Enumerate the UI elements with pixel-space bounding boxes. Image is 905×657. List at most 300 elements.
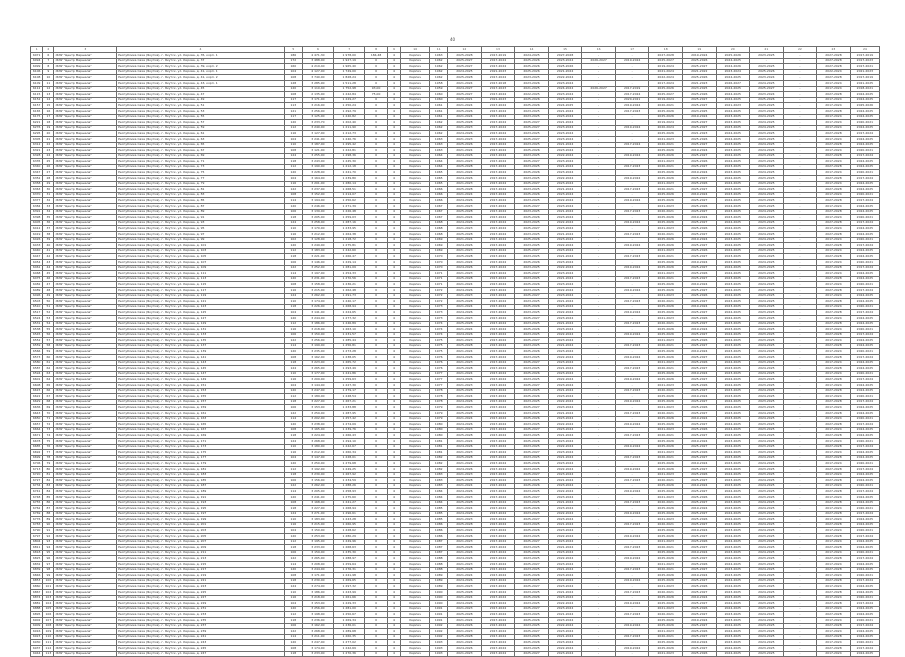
table-cell: 2025-2026 (682, 651, 716, 657)
table-cell: 92 (43, 534, 54, 540)
table-cell: - (582, 97, 616, 103)
table-cell: - (783, 176, 817, 182)
table-cell: 2021-2023 (649, 383, 683, 389)
table-cell: Республика Саха (Якутия), г. Якутск, ул. Кирова, д. 101 (117, 243, 285, 249)
table-cell: 118 (284, 472, 302, 478)
table-cell: 3 197,00 (302, 271, 333, 277)
table-cell: 4 (387, 612, 400, 618)
table-cell: 2025-2027 (515, 562, 549, 568)
table-cell: 2017-2024 (817, 461, 851, 467)
table-cell: 42 (43, 254, 54, 260)
table-cell: 3 168,00 (302, 500, 333, 506)
table-cell: 2023-2025 (750, 556, 784, 562)
table-cell: 2023-2025 (716, 125, 750, 131)
table-cell: 2017-2024 (481, 108, 515, 114)
table-cell: 15 (43, 103, 54, 109)
table-cell: 4 (387, 506, 400, 512)
table-cell: 117 (284, 114, 302, 120)
table-cell: 2019-2024 (649, 64, 683, 70)
table-cell: 4 (387, 601, 400, 607)
table-cell: - (615, 204, 649, 210)
table-cell: 186 (284, 53, 302, 59)
table-cell: 2023-2025 (750, 651, 784, 657)
table-cell: 2023-2025 (750, 489, 784, 495)
table-cell: Кирпич (401, 153, 430, 159)
table-cell: Кирпич (401, 623, 430, 629)
table-cell: 4 (387, 511, 400, 517)
table-cell: 2024-2025 (750, 550, 784, 556)
table-cell: 4 (387, 310, 400, 316)
table-cell: ЖЭУ "Центр Маршала" (54, 58, 117, 64)
table-cell: 2025-2028 (448, 567, 482, 573)
table-cell: 2022-2024 (548, 355, 582, 361)
table-cell: 2027-2028 (817, 411, 851, 417)
table-cell: 2021-2024 (448, 506, 482, 512)
table-cell: 6944 (31, 651, 43, 657)
table-cell: 2027-2028 (817, 164, 851, 170)
column-number: 23 (817, 47, 851, 53)
table-cell: 2017-2024 (481, 170, 515, 176)
table-cell: Кирпич (401, 562, 430, 568)
table-cell: 6713 (31, 466, 43, 472)
table-cell: 3 233,70 (302, 120, 333, 126)
table-cell: 36 (43, 220, 54, 226)
table-cell: - (582, 282, 616, 288)
table-cell: 53 (43, 315, 54, 321)
table-cell: 99 (43, 573, 54, 579)
table-cell: ЖЭУ "Центр Маршала" (54, 522, 117, 528)
table-cell: ЖЭУ "Центр Маршала" (54, 455, 117, 461)
table-cell: 2025-2026 (649, 86, 683, 92)
table-cell: 2017-2024 (481, 226, 515, 232)
table-cell: 2017-2024 (817, 159, 851, 165)
table-cell: 6071 (31, 53, 43, 59)
table-cell: 2020-2021 (850, 528, 879, 534)
table-cell: - (783, 623, 817, 629)
table-cell: 0 (365, 422, 387, 428)
table-cell: 0 (365, 304, 387, 310)
table-cell: Республика Саха (Якутия), г. Якутск, ул. Кирова, д. 137 (117, 343, 285, 349)
table-cell: - (750, 58, 784, 64)
table-cell: 2023-2025 (750, 383, 784, 389)
table-cell: 2023-2025 (716, 114, 750, 120)
table-cell: 1 242,67 (334, 444, 365, 450)
table-cell: 2025-2026 (649, 237, 683, 243)
table-cell: ЖЭУ "Центр Маршала" (54, 349, 117, 355)
table-cell: 2017-2023 (615, 343, 649, 349)
table-cell: - (615, 80, 649, 86)
table-cell: 2023-2025 (515, 489, 549, 495)
table-cell: Республика Саха (Якутия), г. Якутск, ул. Кирова, д. 57 (117, 120, 285, 126)
table-cell: 2017-2019 (850, 75, 879, 81)
table-cell: 118 (284, 506, 302, 512)
table-cell: 2025-2026 (682, 75, 716, 81)
table-cell: 2024-2025 (850, 494, 879, 500)
table-cell: 2025-2027 (682, 153, 716, 159)
table-cell: 1963 (430, 148, 448, 154)
table-cell: 2017-2024 (817, 506, 851, 512)
table-cell: 2023-2025 (515, 545, 549, 551)
table-cell: 1 280,14 (334, 181, 365, 187)
table-cell: 4 (387, 522, 400, 528)
column-number: 8 (365, 47, 387, 53)
table-cell: 2023-2025 (750, 153, 784, 159)
table-cell: ЖЭУ "Центр Маршала" (54, 595, 117, 601)
table-cell: 0 (365, 338, 387, 344)
table-cell: - (615, 215, 649, 221)
table-cell: 1959 (430, 86, 448, 92)
table-cell: 0 (365, 170, 387, 176)
table-cell: 6510 (31, 304, 43, 310)
table-cell: 2023-2025 (716, 170, 750, 176)
table-cell: 2025-2027 (682, 601, 716, 607)
table-cell: - (783, 125, 817, 131)
table-cell: 2025-2026 (515, 103, 549, 109)
table-cell: 112 (284, 321, 302, 327)
table-cell: ЖЭУ "Центр Маршала" (54, 176, 117, 182)
table-cell: 4 (387, 562, 400, 568)
table-cell: Кирпич (401, 506, 430, 512)
table-cell: 3 205,00 (302, 489, 333, 495)
table-cell: 0 (365, 517, 387, 523)
table-cell: Республика Саха (Якутия), г. Якутск, ул. Кирова, д. 183 (117, 472, 285, 478)
table-cell: 28 (43, 176, 54, 182)
table-cell: 110 (284, 590, 302, 596)
table-cell: 2024-2025 (716, 405, 750, 411)
table-cell: 2017-2024 (817, 595, 851, 601)
table-cell: 62 (43, 366, 54, 372)
table-cell: 3 246,00 (302, 204, 333, 210)
table-cell: 2022-2024 (548, 377, 582, 383)
table-cell: 1 281,00 (334, 606, 365, 612)
table-cell: 2023-2024 (548, 606, 582, 612)
table-cell: 2019-2024 (615, 534, 649, 540)
table-cell: 50 (43, 299, 54, 305)
table-cell: 2024-2026 (716, 64, 750, 70)
table-cell: 2027-2028 (817, 232, 851, 238)
table-cell: 0 (365, 153, 387, 159)
table-cell: 2023-2025 (515, 310, 549, 316)
table-cell: Республика Саха (Якутия), г. Якутск, ул. Кирова, д. 83 (117, 192, 285, 198)
table-cell: 2024-2025 (850, 584, 879, 590)
table-cell: 3 230,00 (302, 578, 333, 584)
table-cell: 4 (387, 444, 400, 450)
table-cell: 6305 (31, 136, 43, 142)
table-cell: - (582, 170, 616, 176)
table-cell: 78 (43, 455, 54, 461)
table-cell: 1 275,60 (334, 494, 365, 500)
table-cell: 2025-2028 (448, 388, 482, 394)
table-cell: - (615, 517, 649, 523)
table-cell: 2023-2025 (515, 645, 549, 651)
table-cell: - (582, 310, 616, 316)
column-number: 7 (334, 47, 365, 53)
table-cell: Кирпич (401, 276, 430, 282)
table-cell: 2025-2027 (682, 366, 716, 372)
table-cell: 2023-2025 (716, 617, 750, 623)
table-cell: 2025-2027 (682, 64, 716, 70)
table-cell: 2025-2026 (515, 438, 549, 444)
column-number: 5 (284, 47, 302, 53)
table-cell: 2021-2023 (649, 450, 683, 456)
table-cell: 2025-2027 (515, 271, 549, 277)
table-cell: 2023-2025 (716, 461, 750, 467)
table-cell: 4 (387, 315, 400, 321)
table-cell: ЖЭУ "Центр Маршала" (54, 590, 117, 596)
table-cell: Республика Саха (Якутия), г. Якутск, ул. Кирова, д. 205 (117, 534, 285, 540)
table-cell: 6461 (31, 265, 43, 271)
table-cell: 2017-2024 (481, 433, 515, 439)
table-cell: 2023-2025 (750, 265, 784, 271)
table-cell: 0 (365, 617, 387, 623)
table-cell: 4 (387, 606, 400, 612)
table-cell: ЖЭУ "Центр Маршала" (54, 108, 117, 114)
table-cell: 3 110,40 (302, 86, 333, 92)
table-cell: 1 828,24 (334, 75, 365, 81)
table-cell: 2021-2024 (448, 438, 482, 444)
table-cell: 2017-2024 (481, 584, 515, 590)
table-cell: ЖЭУ "Центр Маршала" (54, 287, 117, 293)
table-cell: 0 (365, 416, 387, 422)
table-cell: 4 (387, 80, 400, 86)
table-cell: 2019-2024 (682, 461, 716, 467)
table-cell: 2021-2024 (548, 388, 582, 394)
table-cell: 2017-2024 (817, 192, 851, 198)
table-cell: 1 241,98 (334, 573, 365, 579)
table-cell: 2018-2021 (850, 86, 879, 92)
table-cell: 106 (284, 259, 302, 265)
table-cell: 2017-2023 (615, 500, 649, 506)
table-cell: 2017-2024 (481, 265, 515, 271)
table-cell: 0 (365, 545, 387, 551)
table-cell: 2017-2024 (481, 556, 515, 562)
table-cell: 2024-2025 (850, 254, 879, 260)
table-cell: 2022-2024 (548, 265, 582, 271)
table-cell: 20 (43, 131, 54, 137)
table-cell: 2024-2026 (448, 399, 482, 405)
table-cell: - (582, 506, 616, 512)
table-cell: 2023-2025 (515, 243, 549, 249)
table-cell: - (615, 573, 649, 579)
table-cell: 2019-2024 (682, 282, 716, 288)
table-cell: Кирпич (401, 271, 430, 277)
table-cell: 122 (284, 265, 302, 271)
table-cell: 2021-2023 (649, 159, 683, 165)
table-cell: - (783, 276, 817, 282)
table-cell: Кирпич (401, 136, 430, 142)
table-cell: Кирпич (401, 567, 430, 573)
table-cell: 2025-2028 (448, 209, 482, 215)
table-cell: 2024-2025 (750, 433, 784, 439)
table-cell: - (582, 578, 616, 584)
table-cell: 2024-2025 (750, 259, 784, 265)
table-cell: 14 (43, 97, 54, 103)
table-cell: ЖЭУ "Центр Маршала" (54, 327, 117, 333)
table-cell: 2025-2027 (515, 405, 549, 411)
table-cell: 2023-2025 (716, 528, 750, 534)
table-cell: 2017-2024 (481, 640, 515, 646)
table-cell: 2025-2027 (682, 287, 716, 293)
table-cell: 2017-2024 (817, 259, 851, 265)
table-cell: 1987 (430, 550, 448, 556)
table-cell: 1979 (430, 411, 448, 417)
table-cell: 0 (365, 243, 387, 249)
table-cell: 2017-2024 (817, 97, 851, 103)
table-cell: 2019-2024 (615, 556, 649, 562)
table-cell: 2021-2025 (515, 86, 549, 92)
table-cell: Республика Саха (Якутия), г. Якутск, ул. Кирова, д. 211 (117, 550, 285, 556)
table-cell: 1984 (430, 489, 448, 495)
table-cell: 2023-2025 (750, 198, 784, 204)
table-cell: 2017-2024 (481, 427, 515, 433)
table-cell: - (615, 304, 649, 310)
table-cell: 2024-2025 (716, 86, 750, 92)
table-cell: 2025-2026 (649, 243, 683, 249)
table-cell: 2021-2024 (448, 483, 482, 489)
table-cell: 2023-2024 (548, 304, 582, 310)
table-cell: 29 (43, 181, 54, 187)
table-cell: - (615, 69, 649, 75)
table-cell: - (783, 411, 817, 417)
table-cell: Республика Саха (Якутия), г. Якутск, ул. Кирова, д. 201 (117, 522, 285, 528)
table-cell: 2021-2024 (548, 209, 582, 215)
table-cell: 118 (284, 360, 302, 366)
table-cell: - (582, 92, 616, 98)
table-cell: 3 171,00 (302, 573, 333, 579)
table-cell: 2024-2025 (750, 366, 784, 372)
table-cell: 1 267,92 (334, 472, 365, 478)
table-cell: 4 127,00 (302, 69, 333, 75)
table-cell: 6650 (31, 416, 43, 422)
table-cell: 2025-2026 (515, 170, 549, 176)
table-cell: ЖЭУ "Центр Маршала" (54, 645, 117, 651)
table-cell: 2023-2025 (515, 377, 549, 383)
table-cell: 0 (365, 601, 387, 607)
table-cell: 6312 (31, 142, 43, 148)
table-cell: 2024-2025 (850, 164, 879, 170)
table-cell: 1971 (430, 271, 448, 277)
table-cell: 2023-2025 (515, 164, 549, 170)
table-cell: 2025-2027 (682, 522, 716, 528)
table-cell: 2024-2025 (850, 187, 879, 193)
table-cell: 3 247,00 (302, 388, 333, 394)
table-cell: 2025-2027 (682, 198, 716, 204)
table-cell: 2022-2024 (548, 623, 582, 629)
table-cell: 2017-2024 (481, 187, 515, 193)
table-cell: 2017-2023 (615, 522, 649, 528)
table-cell: - (582, 192, 616, 198)
table-cell: 2021-2024 (448, 80, 482, 86)
table-cell: 2025-2026 (649, 640, 683, 646)
table-cell: 2021-2023 (448, 248, 482, 254)
table-cell: 2020-2021 (850, 148, 879, 154)
table-cell: 106 (284, 478, 302, 484)
table-cell: 44 (43, 265, 54, 271)
table-cell: - (783, 75, 817, 81)
table-cell: 0 (365, 483, 387, 489)
table-cell: 2017-2023 (615, 276, 649, 282)
table-cell: 2017-2024 (817, 383, 851, 389)
table-cell: 2017-2024 (817, 293, 851, 299)
table-cell: 38 (43, 232, 54, 238)
table-cell: 1991 (430, 617, 448, 623)
table-cell: ЖЭУ "Центр Маршала" (54, 80, 117, 86)
table-cell: - (582, 248, 616, 254)
table-cell: - (582, 377, 616, 383)
table-cell: 1 254,33 (334, 271, 365, 277)
table-cell: Кирпич (401, 343, 430, 349)
table-cell: 1 965,40 (334, 64, 365, 70)
table-cell: Республика Саха (Якутия), г. Якутск, ул. Кирова, д. 151 (117, 383, 285, 389)
table-cell: ЖЭУ "Центр Маршала" (54, 153, 117, 159)
table-cell: 1990 (430, 590, 448, 596)
table-cell: 1962 (430, 64, 448, 70)
table-cell: 2021-2024 (649, 69, 683, 75)
table-cell: 2017-2024 (615, 142, 649, 148)
table-cell: - (582, 601, 616, 607)
table-cell: 2024-2024 (548, 86, 582, 92)
table-cell: 6741 (31, 489, 43, 495)
table-cell: 2025-2028 (448, 634, 482, 640)
table-cell: 2020-2021 (850, 394, 879, 400)
table-cell: 77 (43, 450, 54, 456)
table-cell: 2020-2021 (649, 567, 683, 573)
table-cell: 2024-2025 (750, 590, 784, 596)
table-cell: 1 263,10 (334, 327, 365, 333)
table-cell: 2020-2021 (649, 388, 683, 394)
table-cell: - (783, 612, 817, 618)
table-cell: 4 (387, 377, 400, 383)
table-cell: 6165 (31, 108, 43, 114)
table-cell: 0 (365, 176, 387, 182)
table-cell: 2025-2026 (649, 438, 683, 444)
table-cell: 2017-2021 (850, 64, 879, 70)
table-cell: 1 240,17 (334, 299, 365, 305)
table-cell: 4 (387, 629, 400, 635)
table-cell: 184,48 (365, 53, 387, 59)
table-cell: 4 (387, 220, 400, 226)
table-cell: 2024-2025 (750, 567, 784, 573)
table-cell: 2023-2024 (548, 461, 582, 467)
table-cell: 2025-2026 (649, 304, 683, 310)
table-cell: - (582, 562, 616, 568)
table-cell: Кирпич (401, 550, 430, 556)
table-cell: Кирпич (401, 259, 430, 265)
table-cell: 1979 (430, 416, 448, 422)
table-cell: - (615, 315, 649, 321)
table-cell: 2025-2027 (448, 64, 482, 70)
table-cell: 2025-2026 (682, 584, 716, 590)
table-cell: 2024-2025 (850, 472, 879, 478)
table-cell: - (582, 360, 616, 366)
table-cell: 0 (365, 528, 387, 534)
table-cell: 2023-2025 (716, 640, 750, 646)
table-cell: 2023-2025 (716, 522, 750, 528)
table-cell: 2025-2026 (682, 427, 716, 433)
table-cell: 4 (387, 248, 400, 254)
table-cell: 0 (365, 584, 387, 590)
table-cell: 2017-2024 (481, 209, 515, 215)
table-cell: 2023-2024 (548, 293, 582, 299)
table-cell: 1965 (430, 181, 448, 187)
table-cell: 2017-2024 (817, 539, 851, 545)
table-cell: 2019-2024 (615, 198, 649, 204)
table-cell: ЖЭУ "Центр Маршала" (54, 550, 117, 556)
table-cell: 2023-2025 (716, 148, 750, 154)
table-cell: 2025-2026 (649, 645, 683, 651)
table-cell: - (582, 164, 616, 170)
table-cell: - (783, 478, 817, 484)
